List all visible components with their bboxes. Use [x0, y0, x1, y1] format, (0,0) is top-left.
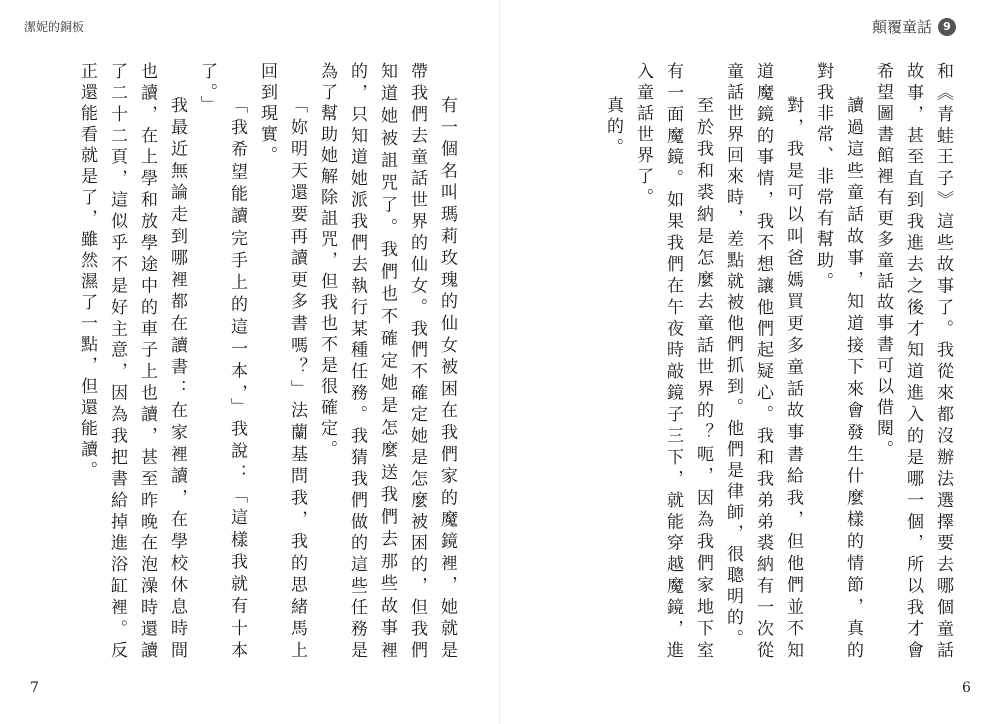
left-page-body — [52, 62, 462, 662]
paragraph: 「我希望能讀完手上的這一本，」我說：「這樣我就有十本了。」 — [197, 62, 247, 662]
page-number-right: 6 — [962, 680, 971, 696]
chapter-number-badge: 9 — [938, 18, 956, 36]
running-header-book-title: 潔妮的銅板 — [24, 20, 85, 34]
paragraph: 真的。 — [603, 96, 623, 159]
paragraph: 對，我是可以叫爸媽買更多童話故事書給我，但他們並不知道魔鏡的事情，我不想讓他們起疑心。我和我弟弟裘納有一次從童話世界回來時，差點就被他們抓到。他們是律師，很聰明的。 — [723, 62, 803, 662]
paragraph: 有一個名叫瑪莉玫瑰的仙女被困在我們家的魔鏡裡，她就是帶我們去童話世界的仙女。我們不確定她是怎麼被困的，但我們知道她被詛咒了。我們也不確定她是怎麼送我們去那些故事裡的，只知道她派我們去執行某種任務。我猜我們做的這些任務是為了幫助她解除詛咒，但我也不是很確定。 — [317, 62, 457, 662]
running-header-chapter — [872, 16, 956, 37]
paragraph: 我最近無論走到哪裡都在讀書：在家裡讀，在學校休息時間也讀，在上學和放學途中的車子上也讀，甚至昨晚在泡澡時還讀了二十二頁，這似乎不是好主意，因為我把書給掉進浴缸裡。反正還能看就是了，雖然濕了一點，但還能讀。 — [77, 62, 187, 662]
page-gutter — [499, 0, 500, 724]
paragraph: 讀過這些童話故事，知道接下來會發生什麼樣的情節，真的對我非常、非常有幫助。 — [813, 62, 863, 662]
paragraph: 和《青蛙王子》這些故事了。我從來都沒辦法選擇要去哪個童話故事，甚至直到我進去之後才知道進入的是哪一個，所以我才會希望圖書館裡有更多童話故事書可以借閱。 — [873, 62, 953, 662]
paragraph: 「妳明天還要再讀更多書嗎？」法蘭基問我，我的思緒馬上回到現實。 — [257, 62, 307, 662]
right-page-body — [560, 62, 958, 662]
paragraph: 至於我和裘納是怎麼去童話世界的？呃，因為我們家地下室有一面魔鏡。如果我們在午夜時敲鏡子三下，就能穿越魔鏡，進入童話世界了。 — [633, 62, 713, 662]
page-number-left: 7 — [30, 680, 39, 696]
chapter-title: 顛覆童話 — [871, 18, 932, 36]
